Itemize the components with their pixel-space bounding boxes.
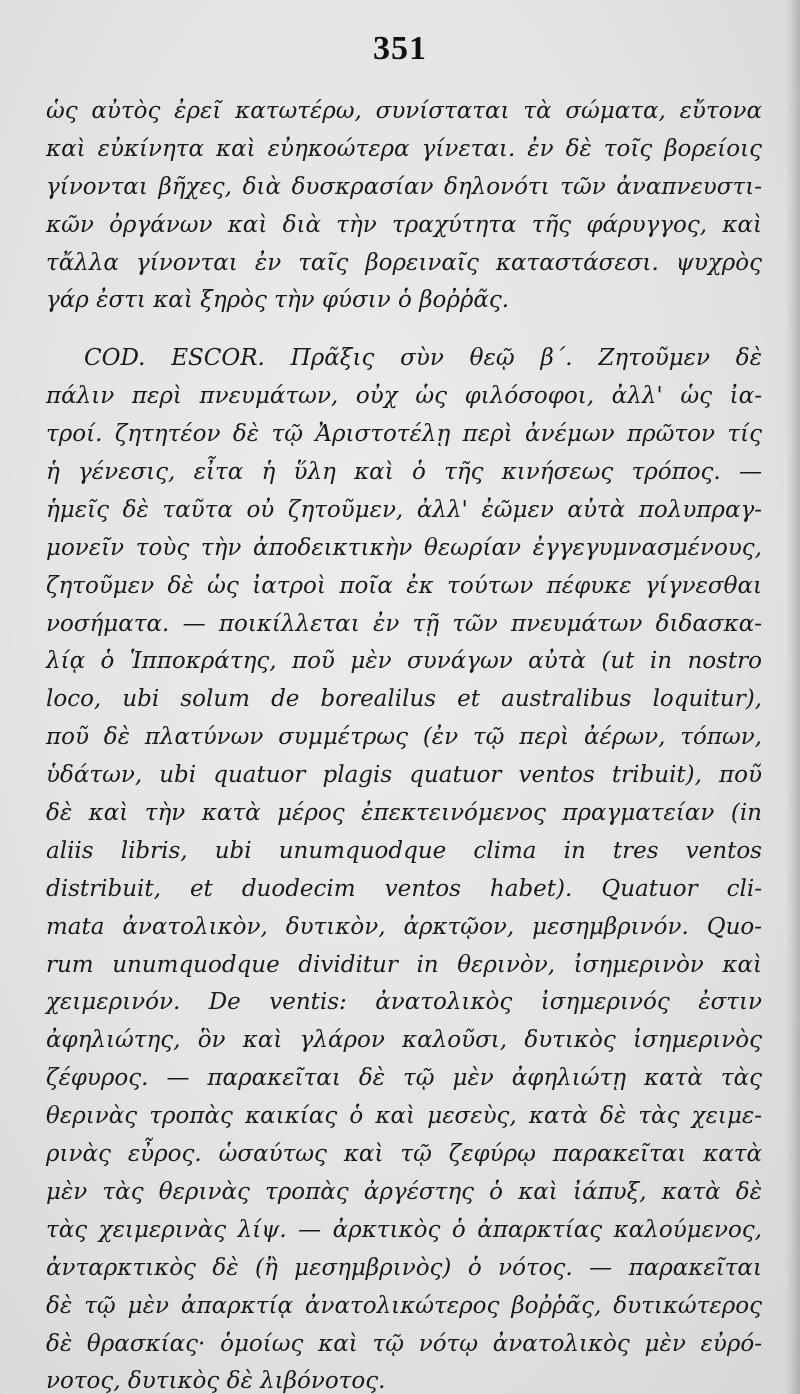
text-line: ζητοῦμεν δὲ ὡς ἰατροὶ ποῖα ἐκ τούτων πέφυκε γίγνεσθαι <box>46 572 762 599</box>
text-line: τροί. ζητητέον δὲ τῷ Ἀριστοτέλῃ περὶ ἀνέμων πρῶτον τίς <box>46 421 762 448</box>
text-line: πάλιν περὶ πνευμάτων, οὐχ ὡς φιλόσοφοι, ἀλλ' ὡς ἰα- <box>46 383 762 410</box>
text-line: ἡ γένεσις, εἶτα ἡ ὕλη καὶ ὁ τῆς κινήσεως τρόπος. — <box>46 459 762 486</box>
text-line: mata ἀνατολικὸν, δυτικὸν, ἀρκτῷον, μεσημβρινόν. Quo- <box>46 913 762 940</box>
text-line: ὡς αὐτὸς ἐρεῖ κατωτέρω, συνίσταται τὰ σώματα, εὔτονα <box>46 98 762 124</box>
paragraph-gap <box>46 320 762 340</box>
text-line: ζέφυρος. — παρακεῖται δὲ τῷ μὲν ἀφηλιώτῃ κατὰ τὰς <box>46 1065 762 1092</box>
text-line: COD. ESCOR. Πρᾶξις σὺν θεῷ β΄. Ζητοῦμεν δὲ <box>84 345 762 372</box>
text-line: λίᾳ ὁ Ἱπποκράτης, ποῦ μὲν συνάγων αὐτὰ (ut in nostro <box>46 648 762 675</box>
page-edge-shadow <box>786 0 800 1394</box>
text-line: μονεῖν τοὺς τὴν ἀποδεικτικὴν θεωρίαν ἐγγεγυμνασμένους, <box>46 534 762 561</box>
text-line: γίνονται βῆχες, διὰ δυσκρασίαν δηλονότι τῶν ἀναπνευστι- <box>46 173 762 200</box>
text-line: δὲ καὶ τὴν κατὰ μέρος ἐπεκτεινόμενος πραγματείαν (in <box>46 800 762 827</box>
text-line: τἄλλα γίνονται ἐν ταῖς βορειναῖς καταστάσεσι. ψυχρὸς <box>46 249 762 276</box>
text-line: μὲν τὰς θερινὰς τροπὰς ἀργέστης ὁ καὶ ἰάπυξ, κατὰ δὲ <box>46 1178 762 1205</box>
text-line: νοσήματα. — ποικίλλεται ἐν τῇ τῶν πνευμάτων διδασκα- <box>46 610 762 637</box>
text-line: aliis libris, ubi unumquodque clima in tres ventos <box>46 837 762 864</box>
text-line: καὶ εὐκίνητα καὶ εὐηκοώτερα γίνεται. ἐν δὲ τοῖς βορείοις <box>46 135 762 162</box>
text-line: δὲ τῷ μὲν ἀπαρκτίᾳ ἀνατολικώτερος βοῤῥᾶς, δυτικώτερος <box>46 1292 762 1319</box>
text-line: κῶν ὀργάνων καὶ διὰ τὴν τραχύτητα τῆς φάρυγγος, καὶ <box>46 211 762 238</box>
text-line: distribuit, et duodecim ventos habet). Quatuor cli- <box>46 875 762 902</box>
text-line: ἡμεῖς δὲ ταῦτα οὐ ζητοῦμεν, ἀλλ' ἐῶμεν αὐτὰ πολυπραγ- <box>46 496 762 523</box>
text-line: χειμερινόν. De ventis: ἀνατολικὸς ἰσημερινός ἐστιν <box>46 989 762 1016</box>
text-line: ποῦ δὲ πλατύνων συμμέτρως (ἐν τῷ περὶ ἀέρων, τόπων, <box>46 724 762 751</box>
text-line: ρινὰς εὖρος. ὡσαύτως καὶ τῷ ζεφύρῳ παρακεῖται κατὰ <box>46 1141 762 1168</box>
text-line: rum unumquodque dividitur in θερινὸν, ἰσημερινὸν καὶ <box>46 951 762 978</box>
text-line: δὲ θρασκίας· ὁμοίως καὶ τῷ νότῳ ἀνατολικὸς μὲν εὐρό- <box>46 1330 762 1357</box>
text-line: ὑδάτων, ubi quatuor plagis quatuor ventos tribuit), ποῦ <box>46 762 762 789</box>
text-line: νοτος, δυτικὸς δὲ λιβόνοτος. <box>46 1368 386 1394</box>
text-line: ἀφηλιώτης, ὃν καὶ γλάρον καλοῦσι, δυτικὸς ἰσημερινὸς <box>46 1027 762 1054</box>
page-number: 351 <box>373 30 427 67</box>
text-body <box>46 93 762 1394</box>
text-line: γάρ ἐστι καὶ ξηρὸς τὴν φύσιν ὁ βοῤῥᾶς. <box>46 287 510 314</box>
text-line: τὰς χειμερινὰς λίψ. — ἀρκτικὸς ὁ ἀπαρκτίας καλούμενος, <box>46 1216 762 1243</box>
text-line: θερινὰς τροπὰς καικίας ὁ καὶ μεσεὺς, κατὰ δὲ τὰς χειμε- <box>46 1103 762 1130</box>
text-line: loco, ubi solum de borealilus et australibus loquitur), <box>46 686 762 713</box>
text-line: ἀνταρκτικὸς δὲ (ἢ μεσημβρινὸς) ὁ νότος. — παρακεῖται <box>46 1254 762 1281</box>
